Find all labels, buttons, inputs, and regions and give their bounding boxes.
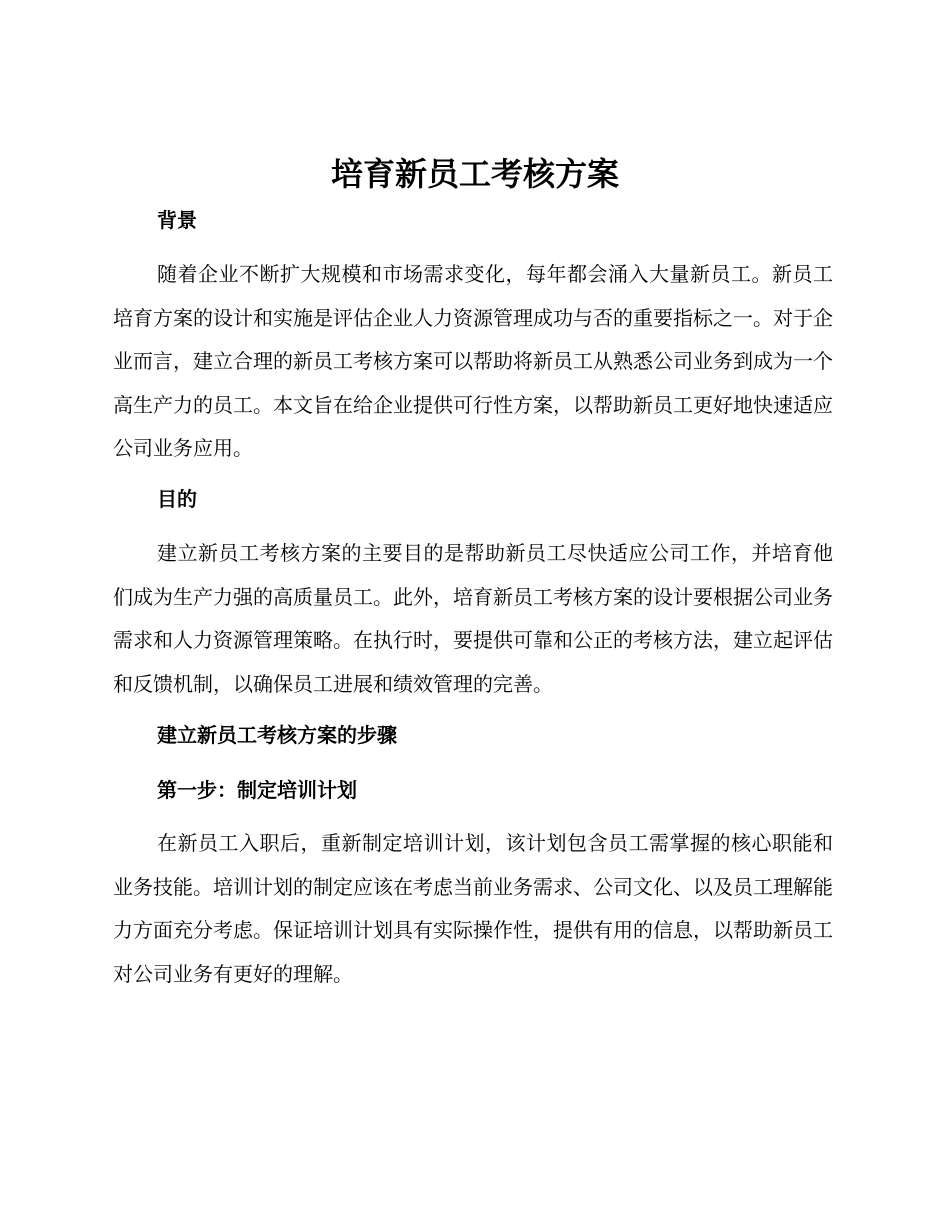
section-heading-background: 背景: [157, 208, 197, 232]
section-heading-step-one: 第一步：制定培训计划: [157, 778, 357, 802]
section-paragraph-step-one: 在新员工入职后，重新制定培训计划，该计划包含员工需掌握的核心职能和业务技能。培训计划的制定应该在考虑当前业务需求、公司文化、以及员工理解能力方面充分考虑。保证培训计划具有实际操作性，提供有用的信息，以帮助新员工对公司业务有更好的理解。: [113, 831, 833, 986]
section-heading-steps: 建立新员工考核方案的步骤: [157, 723, 397, 747]
section-paragraph-purpose: 建立新员工考核方案的主要目的是帮助新员工尽快适应公司工作，并培育他们成为生产力强的高质量员工。此外，培育新员工考核方案的设计要根据公司业务需求和人力资源管理策略。在执行时，要提供可靠和公正的考核方法，建立起评估和反馈机制，以确保员工进展和绩效管理的完善。: [113, 541, 833, 696]
section-paragraph-background: 随着企业不断扩大规模和市场需求变化，每年都会涌入大量新员工。新员工培育方案的设计和实施是评估企业人力资源管理成功与否的重要指标之一。对于企业而言，建立合理的新员工考核方案可以帮助将新员工从熟悉公司业务到成为一个高生产力的员工。本文旨在给企业提供可行性方案，以帮助新员工更好地快速适应公司业务应用。: [113, 262, 833, 460]
document-title: 培育新员工考核方案: [330, 155, 619, 193]
section-heading-purpose: 目的: [157, 487, 197, 511]
